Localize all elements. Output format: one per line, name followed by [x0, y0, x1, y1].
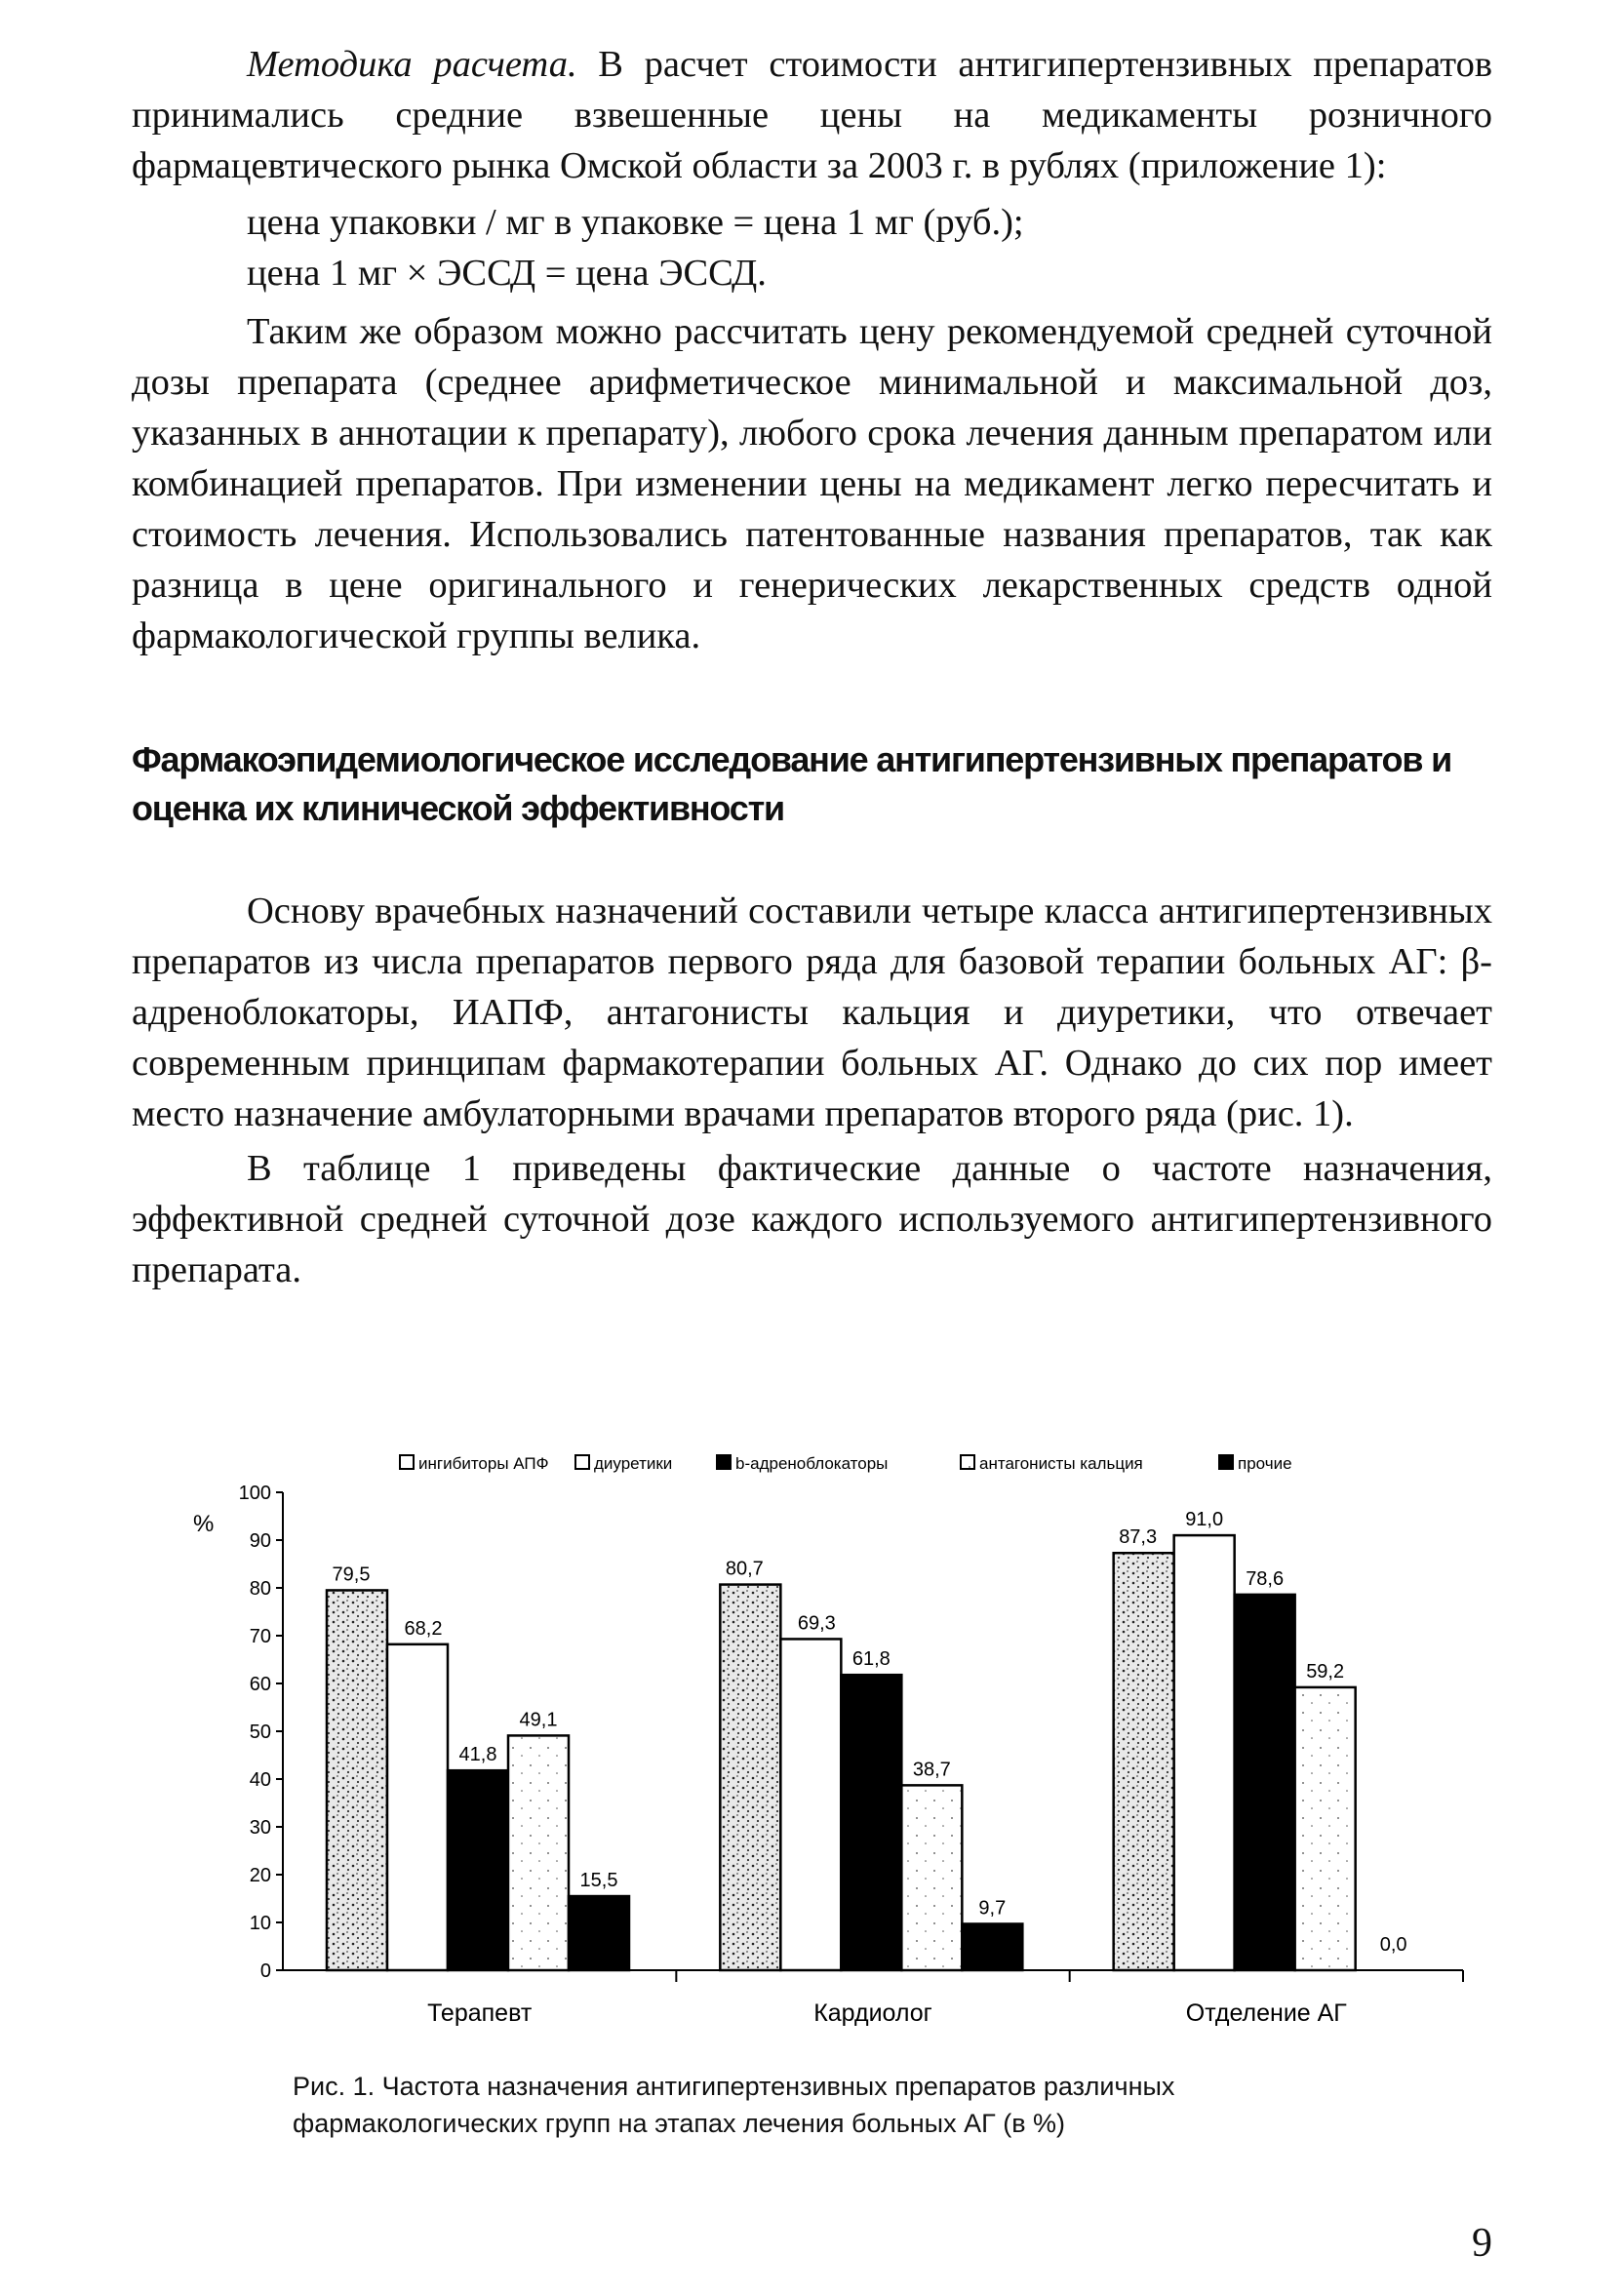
x-category-label: Отделение АГ — [1185, 1999, 1347, 2027]
y-tick-label: 90 — [249, 1530, 271, 1552]
legend-swatch — [1219, 1455, 1233, 1469]
paragraph-method — [132, 39, 1492, 191]
bar-value-label: 87,3 — [1119, 1526, 1158, 1549]
bar — [327, 1590, 387, 1970]
page-number: 9 — [1472, 2221, 1492, 2266]
bar — [841, 1675, 901, 1970]
legend-entry: прочие — [1238, 1454, 1292, 1473]
bar — [780, 1639, 841, 1970]
bar-value-label: 78,6 — [1246, 1567, 1285, 1590]
bar-value-label: 59,2 — [1306, 1660, 1345, 1682]
bar — [1114, 1553, 1174, 1970]
bar — [720, 1585, 780, 1970]
bar-value-label: 9,7 — [978, 1897, 1007, 1920]
y-tick-label: 20 — [249, 1865, 271, 1886]
legend-swatch — [400, 1455, 414, 1469]
legend-entry: ингибиторы АПФ — [418, 1454, 549, 1473]
legend-swatch — [717, 1455, 731, 1469]
method-lead: Методика расчета. — [247, 44, 577, 85]
legend-entry: b-адреноблокаторы — [735, 1454, 889, 1473]
y-tick-label: 60 — [249, 1674, 271, 1695]
bar-value-label: 61,8 — [851, 1648, 891, 1671]
paragraph-3: Основу врачебных назначений составили четыре класса антигипертензивных препаратов из числа препаратов первого ряда для базовой терапии больных АГ: β-адреноблокаторы, ИАПФ, антагонисты кальция и диуретики, что отвечает современным принципам фармакотерапии больных АГ. Однако до сих пор имеет место назначение амбулаторными врачами препаратов второго ряда (рис. 1). — [132, 891, 1492, 1134]
y-tick-label: 10 — [249, 1913, 271, 1934]
bar — [962, 1923, 1022, 1970]
legend-swatch — [961, 1455, 974, 1469]
y-tick-label: 30 — [249, 1817, 271, 1839]
bar — [1295, 1687, 1356, 1970]
bar-value-label: 49,1 — [519, 1709, 558, 1731]
bar-value-label: 38,7 — [912, 1759, 951, 1781]
formula-2: цена 1 мг × ЭССД = цена ЭССД. — [247, 253, 767, 294]
formula-block — [247, 197, 1492, 298]
bar — [569, 1896, 629, 1970]
bar-value-label: 0,0 — [1379, 1934, 1407, 1956]
y-tick-label: 100 — [238, 1483, 271, 1504]
chart-bars — [327, 1509, 1407, 1970]
y-tick-label: 70 — [249, 1626, 271, 1647]
chart-legend — [400, 1454, 1292, 1473]
formula-1: цена упаковки / мг в упаковке = цена 1 мг (руб.); — [247, 202, 1024, 243]
y-tick-label: 80 — [249, 1578, 271, 1600]
y-tick-label: 40 — [249, 1769, 271, 1791]
bar-value-label: 15,5 — [579, 1870, 618, 1892]
legend-swatch — [575, 1455, 589, 1469]
figure-caption: Рис. 1. Частота назначения антигипертензивных препаратов различных фармакологических групп на этапах лечения больных АГ (в %) — [293, 2072, 1175, 2138]
method-text: В расчет стоимости антигипертензивных препаратов принимались средние взвешенные цены на медикаменты розничного фармацевтического рынка Омской области за 2003 г. в рублях (приложение 1): — [132, 44, 1493, 186]
bar-value-label: 91,0 — [1185, 1509, 1224, 1531]
bar-value-label: 41,8 — [458, 1744, 497, 1766]
paragraph-2: Таким же образом можно рассчитать цену рекомендуемой средней суточной дозы препарата (среднее арифметическое минимальной и максимальной доз, указанных в аннотации к препарату), любого срока лечения данным препаратом или комбинацией препаратов. При изменении цены на медикамент легко пересчитать и стоимость лечения. Использовались патентованные названия препаратов, так как разница в цене оригинального и генерических лекарственных средств одной фармакологической группы велика. — [132, 311, 1492, 656]
bar — [448, 1770, 508, 1970]
bar-value-label: 80,7 — [725, 1558, 764, 1580]
page-body — [132, 39, 1492, 1295]
bar-chart — [176, 1444, 1483, 2048]
legend-entry: антагонисты кальция — [979, 1454, 1143, 1473]
x-category-label: Терапевт — [427, 1999, 533, 2027]
paragraph-4: В таблице 1 приведены фактические данные о частоте назначения, эффективной средней суточной дозе каждого используемого антигипертензивного препарата. — [132, 1148, 1492, 1290]
bar — [508, 1735, 569, 1970]
bar — [901, 1785, 962, 1970]
bar-value-label: 68,2 — [404, 1617, 443, 1640]
bar-value-label: 79,5 — [332, 1564, 371, 1586]
y-axis-label: % — [193, 1511, 215, 1537]
bar-value-label: 69,3 — [797, 1612, 836, 1635]
x-category-label: Кардиолог — [813, 1999, 932, 2027]
section-heading: Фармакоэпидемиологическое исследование антигипертензивных препаратов и оценка их клинической эффективности — [132, 739, 1451, 828]
y-tick-label: 0 — [259, 1960, 271, 1982]
legend-entry: диуретики — [594, 1454, 673, 1473]
bar — [387, 1644, 448, 1970]
y-tick-label: 50 — [249, 1722, 271, 1743]
bar — [1235, 1595, 1295, 1970]
bar — [1174, 1535, 1235, 1970]
